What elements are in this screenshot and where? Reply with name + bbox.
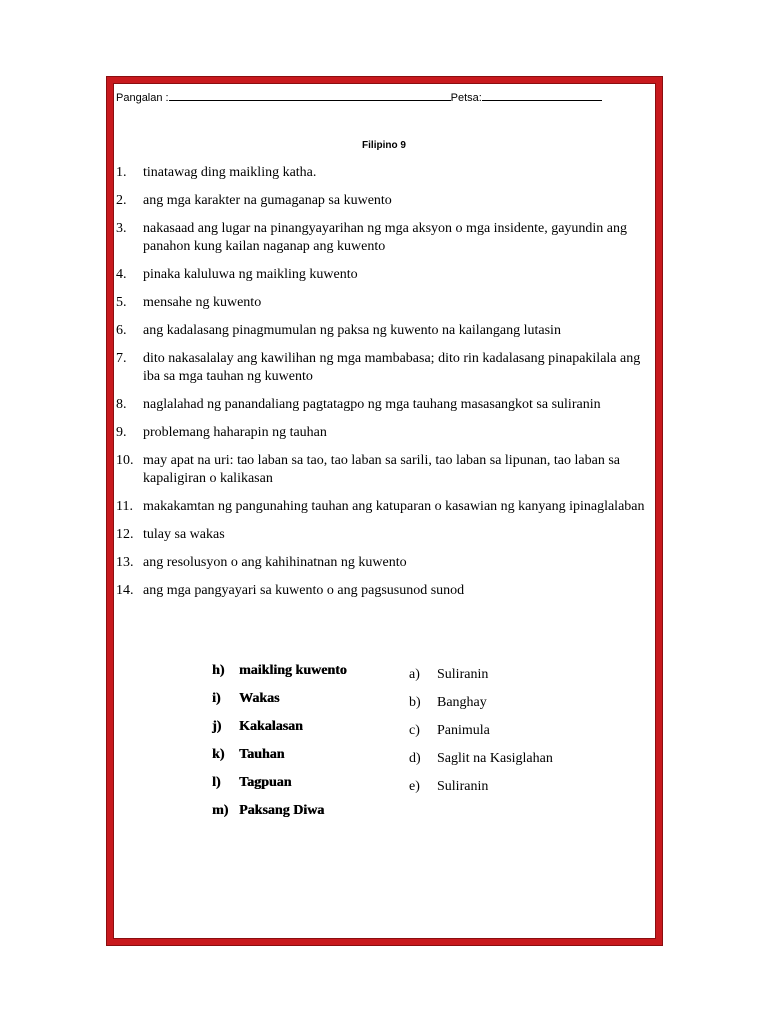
choice-letter: h): [212, 663, 225, 678]
date-blank: [482, 89, 602, 101]
choice-letter: j): [212, 719, 222, 734]
question-item: [116, 452, 656, 488]
question-number: 11.: [116, 499, 133, 514]
question-text: naglalahad ng panandaliang pagtatagpo ng mga tauhang masasangkot sa suliranin: [143, 397, 601, 412]
subject-title: Filipino 9: [362, 140, 406, 151]
question-number: 2.: [116, 193, 127, 208]
question-number: 13.: [116, 555, 134, 570]
choice-item: [409, 778, 553, 806]
choice-item: [409, 694, 553, 722]
question-list: [116, 164, 656, 610]
question-number: 4.: [116, 267, 127, 282]
choice-text: Suliranin: [437, 667, 489, 682]
choice-letter: e): [409, 779, 420, 794]
question-number: 3.: [116, 221, 127, 236]
choice-letter: l): [212, 775, 221, 790]
choice-item: [212, 774, 347, 802]
answer-column-a: [212, 662, 347, 830]
choice-item: [212, 802, 347, 830]
question-text: ang kadalasang pinagmumulan ng paksa ng kuwento na kailangang lutasin: [143, 323, 561, 338]
choice-letter: c): [409, 723, 420, 738]
question-text: ang mga karakter na gumaganap sa kuwento: [143, 193, 392, 208]
question-number: 9.: [116, 425, 127, 440]
choice-letter: d): [409, 751, 421, 766]
question-item: [116, 424, 656, 442]
choice-letter: a): [409, 667, 420, 682]
question-number: 12.: [116, 527, 134, 542]
question-item: [116, 526, 656, 544]
question-item: [116, 192, 656, 210]
choice-item: [212, 718, 347, 746]
question-item: [116, 350, 656, 386]
choice-text: Panimula: [437, 723, 490, 738]
question-item: [116, 294, 656, 312]
choice-text: maikling kuwento: [239, 663, 347, 678]
choice-text: Wakas: [239, 691, 280, 706]
question-text: dito nakasalalay ang kawilihan ng mga mambabasa; dito rin kadalasang pinapakilala ang iba sa mga tauhan ng kuwento: [143, 351, 641, 384]
choice-text: Tauhan: [239, 747, 285, 762]
question-text: nakasaad ang lugar na pinangyayarihan ng mga aksyon o mga insidente, gayundin ang panahon kung kailan naganap ang kuwento: [143, 221, 628, 254]
choice-text: Paksang Diwa: [239, 803, 325, 818]
question-text: mensahe ng kuwento: [143, 295, 262, 310]
choice-text: Suliranin: [437, 779, 489, 794]
question-item: [116, 498, 656, 516]
choice-item: [212, 662, 347, 690]
choice-item: [409, 722, 553, 750]
choice-item: [212, 746, 347, 774]
question-number: 10.: [116, 453, 134, 468]
choice-text: Banghay: [437, 695, 487, 710]
matching-section: [0, 660, 768, 818]
question-text: ang resolusyon o ang kahihinatnan ng kuwento: [143, 555, 407, 570]
question-text: problemang haharapin ng tauhan: [143, 425, 327, 440]
choice-item: [212, 690, 347, 718]
choice-letter: m): [212, 803, 229, 818]
question-item: [116, 582, 656, 600]
choice-text: Saglit na Kasiglahan: [437, 751, 553, 766]
question-text: pinaka kaluluwa ng maikling kuwento: [143, 267, 358, 282]
question-number: 8.: [116, 397, 127, 412]
question-item: [116, 554, 656, 572]
choice-item: [409, 666, 553, 694]
choice-item: [409, 750, 553, 778]
question-item: [116, 322, 656, 340]
question-text: tinatawag ding maikling katha.: [143, 165, 317, 180]
question-text: may apat na uri: tao laban sa tao, tao laban sa sarili, tao laban sa lipunan, tao laban sa kapaligiran o kalikasan: [143, 453, 620, 486]
name-blank: [169, 89, 451, 101]
choice-text: Kakalasan: [239, 719, 303, 734]
question-item: [116, 164, 656, 182]
question-item: [116, 396, 656, 414]
choice-letter: b): [409, 695, 421, 710]
question-item: [116, 266, 656, 284]
question-number: 5.: [116, 295, 127, 310]
choice-letter: i): [212, 691, 221, 706]
question-number: 1.: [116, 165, 127, 180]
question-text: ang mga pangyayari sa kuwento o ang pagsusunod sunod: [143, 583, 465, 598]
question-number: 6.: [116, 323, 127, 338]
worksheet-header: [116, 89, 602, 104]
question-text: tulay sa wakas: [143, 527, 225, 542]
choice-text: Tagpuan: [239, 775, 292, 790]
name-label: Pangalan :: [116, 92, 169, 104]
answer-column-b: [409, 666, 553, 806]
question-number: 14.: [116, 583, 134, 598]
date-label: Petsa:: [450, 92, 482, 104]
question-text: makakamtan ng pangunahing tauhan ang katuparan o kasawian ng kanyang ipinaglalaban: [143, 499, 645, 514]
question-number: 7.: [116, 351, 127, 366]
question-item: [116, 220, 656, 256]
choice-letter: k): [212, 747, 225, 762]
